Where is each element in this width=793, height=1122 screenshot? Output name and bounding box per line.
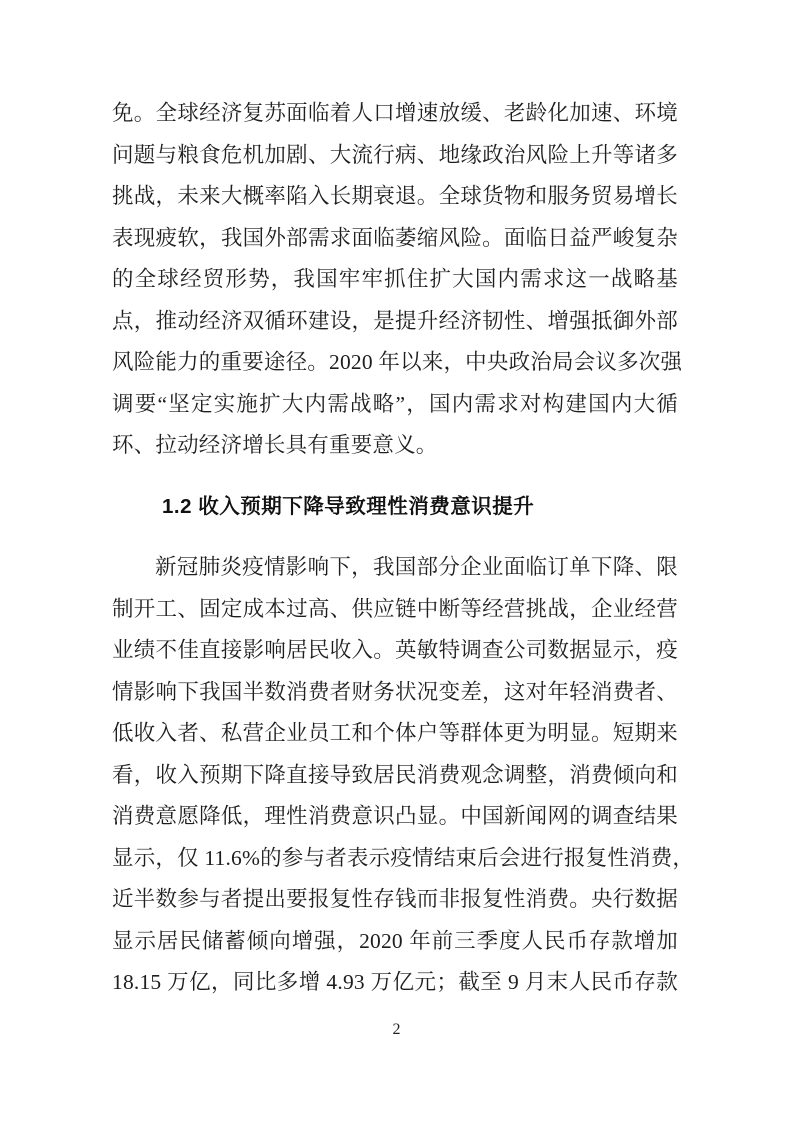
text-line: 情影响下我国半数消费者财务状况变差，这对年轻消费者、 xyxy=(112,679,678,704)
text-line: 业绩不佳直接影响居民收入。英敏特调查公司数据显示，疫 xyxy=(112,638,678,663)
paragraph-body xyxy=(112,547,695,1004)
text-line: 近半数参与者提出要报复性存钱而非报复性消费。央行数据 xyxy=(112,887,678,912)
section-heading: 1.2 收入预期下降导致理性消费意识提升 xyxy=(162,495,535,519)
paragraph-continued xyxy=(112,93,683,467)
text-line: 的全球经贸形势，我国牢牢抓住扩大国内需求这一战略基 xyxy=(112,267,678,291)
text-line: 环、拉动经济增长具有重要意义。 xyxy=(112,433,438,457)
text-line: 制开工、固定成本过高、供应链中断等经营挑战，企业经营 xyxy=(112,596,678,621)
text-line: 挑战，未来大概率陷入长期衰退。全球货物和服务贸易增长 xyxy=(112,184,678,208)
text-block xyxy=(112,93,695,1004)
text-line: 表现疲软，我国外部需求面临萎缩风险。面临日益严峻复杂 xyxy=(112,225,678,250)
text-line: 调要“坚定实施扩大内需战略”，国内需求对构建国内大循 xyxy=(112,391,678,416)
text-line: 新冠肺炎疫情影响下，我国部分企业面临订单下降、限 xyxy=(155,555,678,580)
text-line: 看，收入预期下降直接导致居民消费观念调整，消费倾向和 xyxy=(112,762,678,787)
text-line: 风险能力的重要途径。2020 年以来，中央政治局会议多次强 xyxy=(112,350,683,374)
text-line: 点，推动经济双循环建设，是提升经济韧性、增强抵御外部 xyxy=(112,308,678,333)
text-line: 消费意愿降低，理性消费意识凸显。中国新闻网的调查结果 xyxy=(112,804,678,829)
text-line: 18.15 万亿，同比多增 4.93 万亿元；截至 9 月末人民币存款 xyxy=(112,970,678,995)
page-number: 2 xyxy=(392,1021,401,1038)
text-line: 显示，仅 11.6%的参与者表示疫情结束后会进行报复性消费， xyxy=(112,845,695,870)
text-line: 低收入者、私营企业员工和个体户等群体更为明显。短期来 xyxy=(112,721,678,746)
text-line: 显示居民储蓄倾向增强，2020 年前三季度人民币存款增加 xyxy=(112,928,678,953)
text-line: 免。全球经济复苏面临着人口增速放缓、老龄化加速、环境 xyxy=(112,101,678,125)
text-line: 问题与粮食危机加剧、大流行病、地缘政治风险上升等诸多 xyxy=(112,142,678,167)
